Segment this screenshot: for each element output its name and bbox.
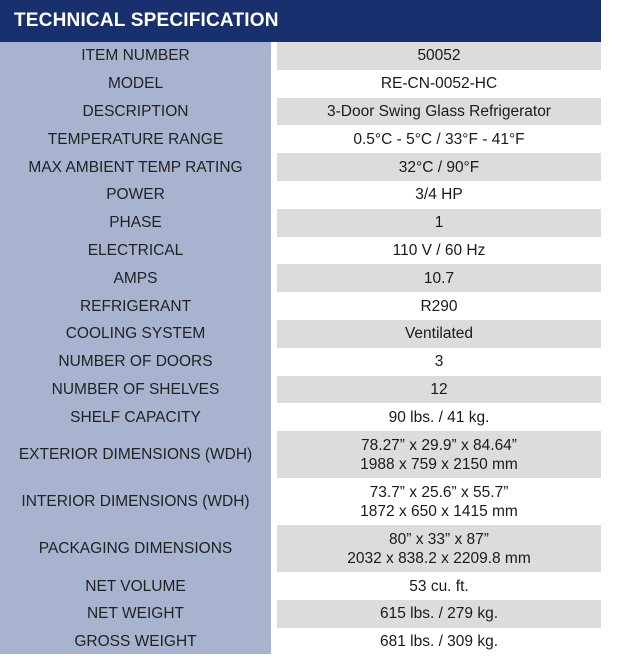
spec-label: ITEM NUMBER [81, 47, 190, 65]
spec-value [277, 153, 601, 181]
spec-value-line: 2032 x 838.2 x 2209.8 mm [347, 549, 531, 567]
spec-label: NUMBER OF SHELVES [51, 380, 220, 398]
spec-value-line: 32°C / 90°F [398, 158, 480, 176]
spec-label: NUMBER OF DOORS [58, 353, 213, 371]
spec-value [277, 292, 601, 320]
spec-value [277, 348, 601, 376]
spec-label: INTERIOR DIMENSIONS (WDH) [21, 493, 250, 511]
spec-value-line: 110 V / 60 Hz [392, 241, 486, 259]
spec-value [277, 628, 601, 656]
spec-value-line: 10.7 [423, 269, 455, 287]
spec-value-line: 3 [434, 353, 444, 371]
spec-value-line: 1988 x 759 x 2150 mm [360, 455, 518, 473]
spec-value [277, 525, 601, 572]
spec-value [277, 209, 601, 237]
spec-label: TEMPERATURE RANGE [47, 130, 224, 148]
spec-value [277, 125, 601, 153]
spec-value-line: 90 lbs. / 41 kg. [388, 408, 490, 426]
spec-value-line: 1 [434, 214, 444, 232]
spec-value [277, 264, 601, 292]
label-column [0, 42, 271, 654]
spec-label: EXTERIOR DIMENSIONS (WDH) [18, 446, 253, 464]
spec-value-line: 3-Door Swing Glass Refrigerator [327, 102, 551, 120]
spec-label: NET VOLUME [85, 577, 186, 595]
spec-title: TECHNICAL SPECIFICATION [0, 0, 601, 42]
spec-label: GROSS WEIGHT [74, 633, 197, 651]
spec-value [277, 403, 601, 431]
spec-value-line: 12 [430, 380, 448, 398]
spec-label: AMPS [113, 269, 158, 287]
spec-value-line: 78.27” x 29.9” x 84.64” [361, 436, 517, 454]
value-column [277, 42, 601, 654]
spec-label: POWER [106, 186, 165, 204]
spec-label: MODEL [107, 75, 164, 93]
spec-value [277, 98, 601, 126]
spec-value-line: 73.7” x 25.6” x 55.7” [369, 483, 509, 501]
spec-value [277, 376, 601, 404]
spec-value-line: 1872 x 650 x 1415 mm [360, 502, 518, 520]
spec-label: DESCRIPTION [82, 102, 189, 120]
spec-value-line: 53 cu. ft. [409, 577, 469, 595]
spec-label: COOLING SYSTEM [65, 325, 206, 343]
spec-label: REFRIGERANT [79, 297, 192, 315]
spec-value [277, 572, 601, 600]
spec-label: PACKAGING DIMENSIONS [38, 540, 233, 558]
spec-label: PHASE [109, 214, 162, 232]
spec-value-line: 50052 [417, 47, 461, 65]
spec-label: SHELF CAPACITY [70, 408, 201, 426]
spec-value-line: RE-CN-0052-HC [380, 75, 498, 93]
spec-label: ELECTRICAL [87, 241, 184, 259]
spec-value-line: 0.5°C - 5°C / 33°F - 41°F [353, 130, 525, 148]
spec-value-line: R290 [420, 297, 458, 315]
spec-value [277, 600, 601, 628]
spec-value [277, 70, 601, 98]
spec-value [277, 320, 601, 348]
spec-value [277, 431, 601, 478]
spec-value [277, 42, 601, 70]
spec-label: NET WEIGHT [86, 605, 185, 623]
spec-value-line: 3/4 HP [415, 186, 463, 204]
spec-label: MAX AMBIENT TEMP RATING [28, 158, 243, 176]
spec-value-line: 80” x 33” x 87” [389, 530, 489, 548]
spec-value-line: Ventilated [404, 325, 474, 343]
spec-value [277, 237, 601, 265]
spec-value [277, 478, 601, 525]
spec-value-line: 615 lbs. / 279 kg. [379, 605, 499, 623]
spec-value-line: 681 lbs. / 309 kg. [379, 633, 499, 651]
spec-value [277, 181, 601, 209]
